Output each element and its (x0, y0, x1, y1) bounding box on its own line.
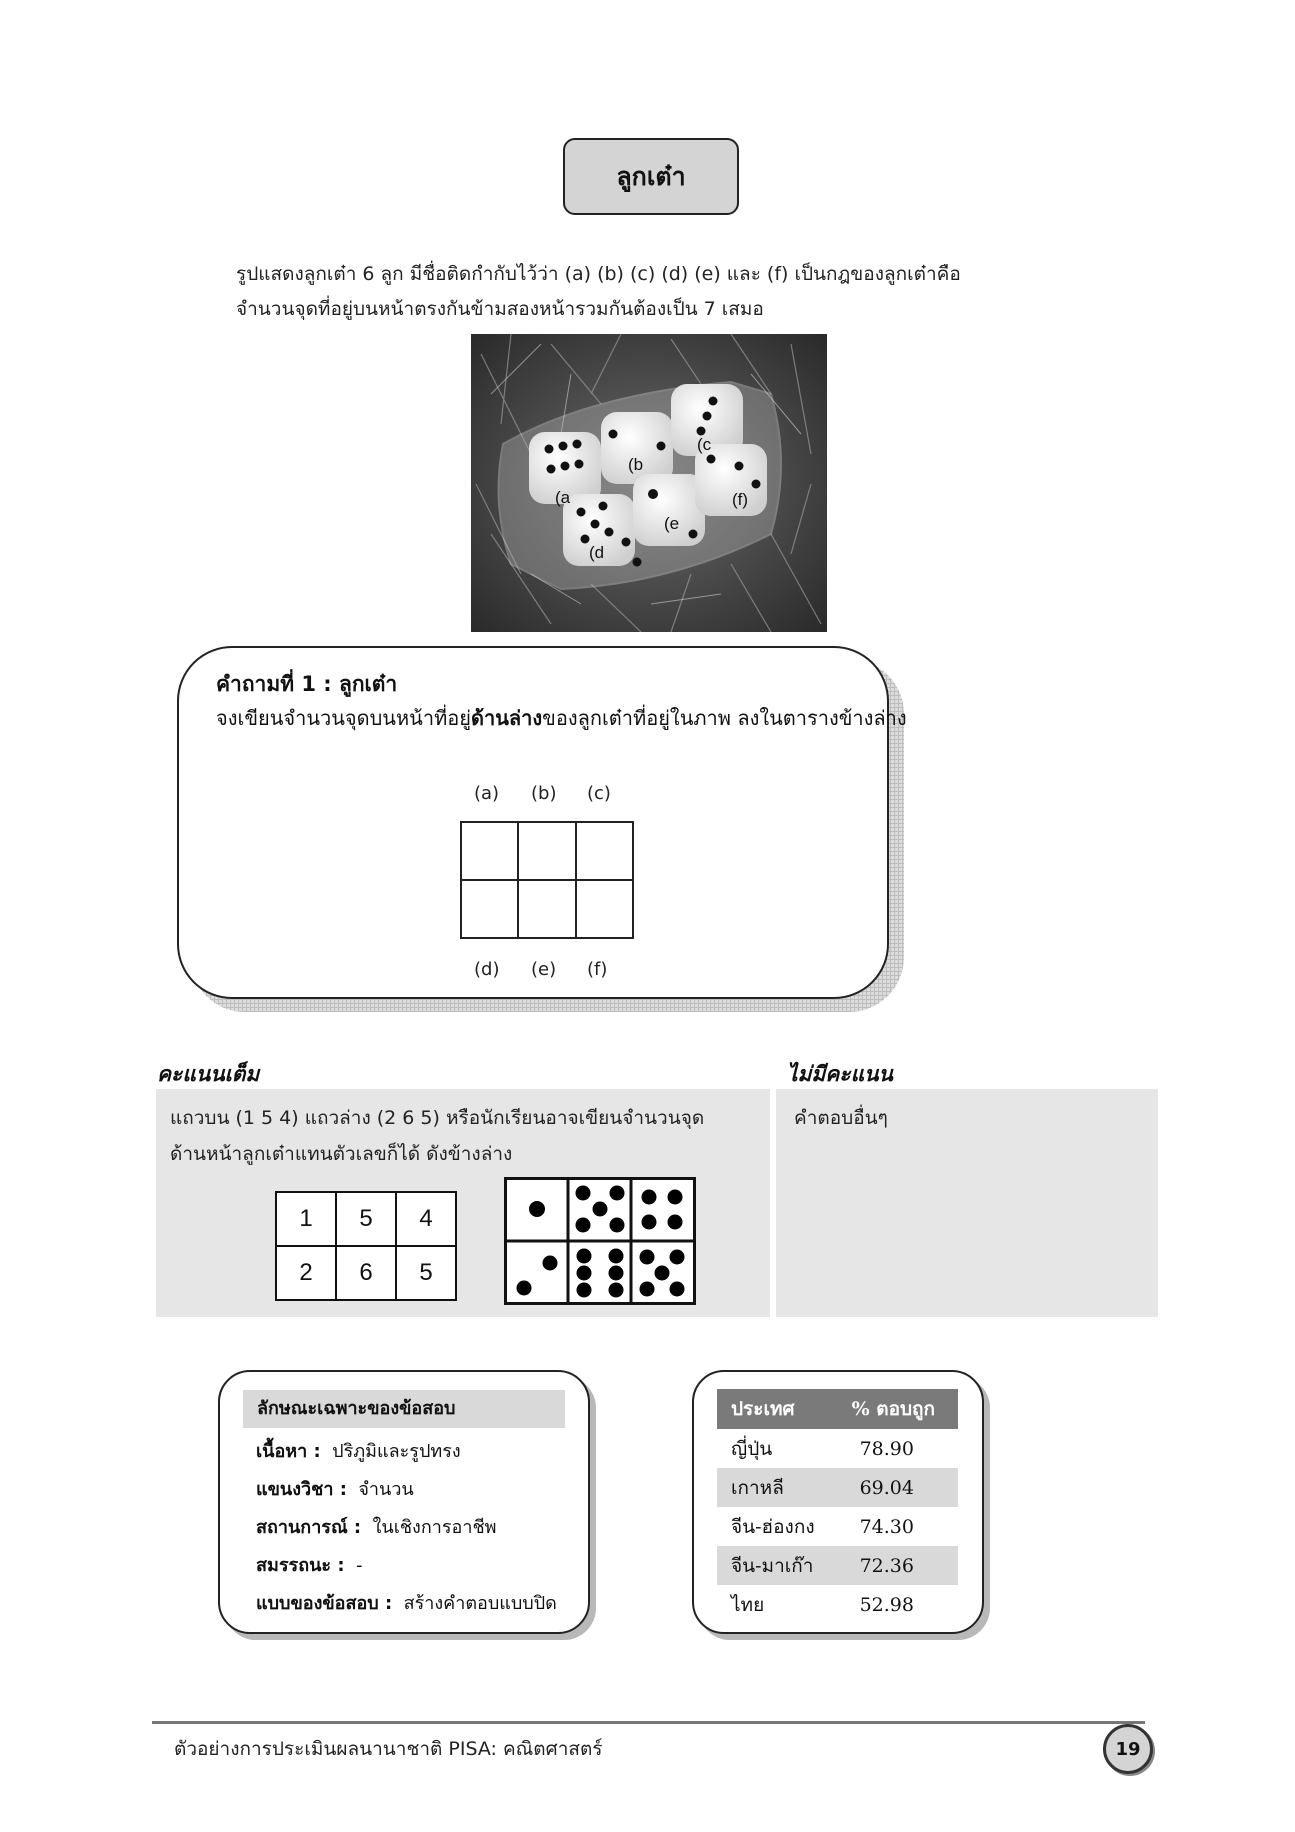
photo-label-f: (f) (732, 490, 749, 509)
pct-cell: 69.04 (838, 1468, 958, 1507)
grid-label-d: (d) (474, 959, 500, 980)
answer-number-grid (275, 1191, 457, 1301)
photo-label-e: (e (664, 514, 680, 533)
answer-number: 5 (336, 1192, 396, 1246)
intro-line-2: จำนวนจุดที่อยู่บนหน้าตรงกันข้ามสองหน้ารวมกันต้องเป็น 7 เสมอ (236, 298, 764, 320)
results-table (717, 1389, 958, 1624)
spec-row-situation: สถานการณ์ : ในเชิงการอาชีพ (256, 1517, 497, 1538)
col-pct-header: % ตอบถูก (838, 1389, 958, 1429)
die-face-1 (529, 1201, 545, 1217)
table-row (717, 1468, 958, 1507)
grid-label-c: (c) (587, 783, 611, 804)
photo-label-b: (b (628, 455, 644, 474)
answer-number: 5 (396, 1246, 456, 1300)
answer-number: 4 (396, 1192, 456, 1246)
page-number: 19 (1103, 1724, 1153, 1774)
answer-cell-a[interactable] (461, 822, 518, 880)
table-row (717, 1546, 958, 1585)
spec-row-strand: แขนงวิชา : จำนวน (256, 1479, 414, 1500)
intro-line-1: รูปแสดงลูกเต๋า 6 ลูก มีชื่อติดกำกับไว้ว่า (a) (b) (c) (d) (e) และ (f) เป็นกฎของลูกเต๋าคือ (236, 263, 961, 285)
photo-label-c: (c (697, 435, 712, 454)
page-title: ลูกเต๋า (563, 138, 739, 215)
pct-cell: 72.36 (838, 1546, 958, 1585)
pct-cell: 52.98 (859, 1593, 914, 1616)
answer-cell-d[interactable] (461, 880, 518, 938)
country-cell: จีน-ฮ่องกง (731, 1515, 815, 1538)
answer-number: 6 (336, 1246, 396, 1300)
grid-label-f: (f) (587, 959, 608, 980)
country-cell: เกาหลี (717, 1468, 838, 1507)
no-credit-heading: ไม่มีคะแนน (787, 1062, 893, 1086)
photo-label-a: (a (555, 488, 571, 507)
spec-heading: ลักษณะเฉพาะของข้อสอบ (243, 1390, 565, 1428)
answer-cell-b[interactable] (518, 822, 575, 880)
col-country-header: ประเทศ (717, 1389, 838, 1429)
country-cell: ไทย (731, 1593, 765, 1616)
spec-row-competency: สมรรถนะ : - (256, 1555, 363, 1576)
table-row (717, 1585, 958, 1624)
footer-divider (152, 1721, 1145, 1724)
answer-cell-e[interactable] (518, 880, 575, 938)
pct-cell: 78.90 (859, 1437, 914, 1460)
country-cell: จีน-มาเก๊า (717, 1546, 838, 1585)
question-title: คำถามที่ 1 : ลูกเต๋า (216, 672, 398, 696)
footer-text: ตัวอย่างการประเมินผลนานาชาติ PISA: คณิตศาสตร์ (174, 1738, 603, 1760)
grid-label-e: (e) (531, 959, 557, 980)
table-row (717, 1507, 958, 1546)
spec-row-item-type: แบบของข้อสอบ : สร้างคำตอบแบบปิด (256, 1593, 557, 1614)
country-cell: ญี่ปุ่น (731, 1437, 773, 1460)
answer-grid (460, 821, 634, 939)
pct-cell: 74.30 (859, 1515, 914, 1538)
answer-number: 2 (276, 1246, 336, 1300)
full-credit-heading: คะแนนเต็ม (157, 1062, 260, 1086)
answer-dot-grid (504, 1177, 696, 1305)
spec-row-content: เนื้อหา : ปริภูมิและรูปทรง (256, 1441, 461, 1462)
dice-photo (471, 334, 827, 632)
grid-label-b: (b) (531, 783, 557, 804)
answer-cell-c[interactable] (576, 822, 633, 880)
grid-label-a: (a) (474, 783, 500, 804)
question-text: จงเขียนจำนวนจุดบนหน้าที่อยู่ด้านล่างของลูกเต๋าที่อยู่ในภาพ ลงในตารางข้างล่าง (216, 706, 907, 730)
table-row (717, 1429, 958, 1468)
answer-cell-f[interactable] (576, 880, 633, 938)
full-credit-line-1: แถวบน (1 5 4) แถวล่าง (2 6 5) หรือนักเรียนอาจเขียนจำนวนจุด (170, 1107, 705, 1129)
answer-number: 1 (276, 1192, 336, 1246)
full-credit-line-2: ด้านหน้าลูกเต๋าแทนตัวเลขก็ได้ ดังข้างล่าง (170, 1143, 513, 1165)
no-credit-text: คำตอบอื่นๆ (794, 1107, 888, 1129)
photo-label-d: (d (589, 543, 605, 562)
